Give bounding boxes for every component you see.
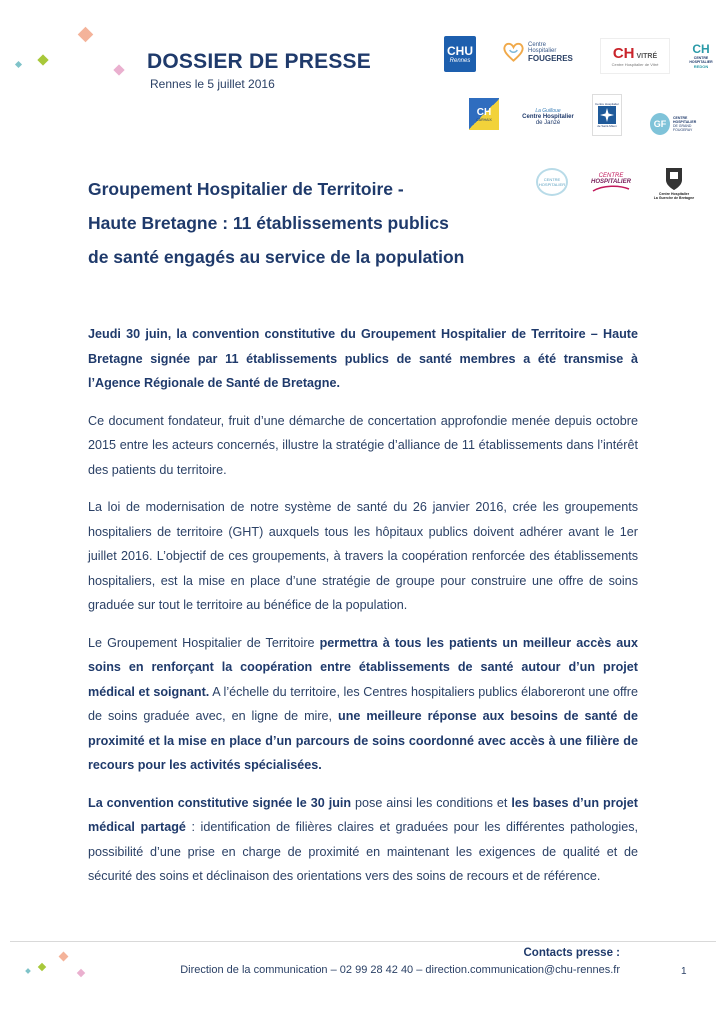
logo-chu-text: CHU <box>447 44 473 58</box>
logo-la-guerche-l2: La Guerche de Bretagne <box>653 196 695 200</box>
logo-vitre-sub: Centre Hospitalier de Vitré <box>611 62 659 67</box>
logo-redon-name: REDON <box>693 63 709 69</box>
logo-vitre-ch: CH VITRÉ <box>612 45 658 62</box>
heart-icon <box>502 41 525 63</box>
paragraph-5-d: : identification de filières claires et graduées pour les différentes pathologies, possibilité d’une prise en charge de proximité en maintenant les exigences de qualité et de sécurité des soins et déclinaison des orientations vers des soins de recours et de référence. <box>88 820 638 883</box>
paragraph-3: La loi de modernisation de notre système de santé du 26 janvier 2016, crée les groupements hospitaliers de territoire (GHT) auxquels tous les hôpitaux publics doivent adhérer avant le 1er juillet 2016. L’objectif de ces groupements, à travers la coopération renforcée des établissements hospitaliers, est la mise en place d’une stratégie de groupe pour construire une offre de soins graduée sur tout le territoire au bénéfice de la population. <box>88 500 638 612</box>
headline-line-3: de santé engagés au service de la population <box>88 247 465 267</box>
logo-ch-montfort <box>588 168 634 198</box>
paragraph-2: Ce document fondateur, fruit d’une démarche de concertation approfondie menée depuis octobre 2015 entre les acteurs concernés, illustre la stratégie d’alliance de 11 établissements dans l’intérêt des patients du territoire. <box>88 413 638 477</box>
logo-montfort-l2: HOSPITALIER <box>591 179 631 185</box>
decorative-diamond-orange <box>78 27 94 43</box>
logo-janze-name: de Janzé <box>535 120 561 126</box>
paragraph-5-c: les bases d’un projet médical partagé <box>88 795 638 834</box>
logo-ch-la-guerche <box>650 158 698 208</box>
logo-ch-fougeres <box>502 38 574 66</box>
footer-diamond-teal <box>25 968 31 974</box>
star-icon <box>598 106 616 124</box>
logo-ch-broceliande <box>536 168 568 196</box>
logo-redon-ch: CH <box>692 41 710 56</box>
paragraph-4-a: Le Groupement Hospitalier de Territoire <box>88 635 320 650</box>
logo-gf-line1: CENTRE HOSPITALIER <box>672 116 697 124</box>
logo-broceliande-l2: HOSPITALIER <box>538 182 566 187</box>
article-body <box>88 322 638 902</box>
logo-ch-redon <box>686 38 716 72</box>
logo-gf-line3: FOUGERAY <box>672 128 693 132</box>
footer-divider <box>10 941 716 942</box>
logo-fougeres-name: FOUGERES <box>527 53 573 63</box>
logo-fougeres-sub: Centre Hospitalier <box>527 41 557 54</box>
swoosh-icon <box>591 185 631 193</box>
footer-diamond-pink <box>77 969 85 977</box>
logo-ch-janze <box>520 100 576 134</box>
logo-broceliande-l1: CENTRE <box>543 177 561 182</box>
decorative-diamond-teal <box>15 61 22 68</box>
logo-gf-mark: GF <box>650 113 670 135</box>
logo-montfort-l1: CENTRE <box>598 173 624 179</box>
logo-carhaix-ch: CH <box>476 106 492 118</box>
contacts-info: Direction de la communication – 02 99 28 42 40 – direction.communication@chu-rennes.fr <box>180 964 620 976</box>
logo-janze-sub: Centre Hospitalier <box>522 114 574 120</box>
logo-janze-top: La Guilloue <box>535 108 561 114</box>
logo-ch-saint-meen <box>592 94 622 136</box>
contacts-title: Contacts presse : <box>523 947 620 959</box>
page-number: 1 <box>681 966 687 977</box>
logo-chu-rennes <box>444 36 476 72</box>
crest-icon <box>664 166 684 192</box>
paragraph-5-b: pose ainsi les conditions et <box>351 795 512 810</box>
footer-diamond-orange <box>59 952 69 962</box>
logo-saint-meen-sub: de Saint-Méen <box>597 124 617 128</box>
decorative-diamond-pink <box>113 64 124 75</box>
paragraph-1-text: Jeudi 30 juin, la convention constitutive du Groupement Hospitalier de Territoire – Haute Bretagne signée par 11 établissements publics de santé membres a été transmise à l’Agence Régionale de Santé de Bretagne. <box>88 327 638 390</box>
headline <box>88 172 508 274</box>
headline-line-2: Haute Bretagne : 11 établissements publics <box>88 213 449 233</box>
logo-la-guerche-l1: Centre Hospitalier <box>658 192 690 196</box>
logo-ch-grand-fougeray <box>650 110 708 138</box>
dateline: Rennes le 5 juillet 2016 <box>150 77 275 91</box>
logo-saint-meen-top: Centre Hospitalier <box>594 102 619 106</box>
paragraph-4-c: A l’échelle du territoire, les Centres hospitaliers publics élaboreront une offre de soins graduée avec, en ligne de mire, <box>88 684 638 723</box>
decorative-diamond-green <box>37 54 48 65</box>
paragraph-5-a: La convention constitutive signée le 30 juin <box>88 795 352 810</box>
headline-line-1: Groupement Hospitalier de Territoire - <box>88 179 404 199</box>
paragraph-5 <box>88 791 638 889</box>
logo-ch-carhaix <box>469 98 499 130</box>
logo-redon-sub: CENTRE HOSPITALIER <box>689 55 713 64</box>
logo-gf-line2: DE GRAND <box>672 124 692 128</box>
logo-rennes-text: Rennes <box>449 58 471 64</box>
footer-diamond-green <box>38 963 46 971</box>
paragraph-4 <box>88 631 638 778</box>
logo-ch-vitre <box>600 38 670 74</box>
paragraph-1 <box>88 322 638 396</box>
paragraph-4-b: permettra à tous les patients un meilleur accès aux soins en renforçant la coopération entre établissements de santé autour d’un projet médical et soignant. <box>88 635 638 699</box>
logo-carhaix-name: CARHAIX <box>476 117 492 122</box>
paragraph-4-d: une meilleure réponse aux besoins de santé de proximité et la mise en place d’un parcours de soins coordonné avec accès à une filière de recours pour les activités spécialisées. <box>88 709 638 772</box>
page-title: DOSSIER DE PRESSE <box>147 50 371 73</box>
